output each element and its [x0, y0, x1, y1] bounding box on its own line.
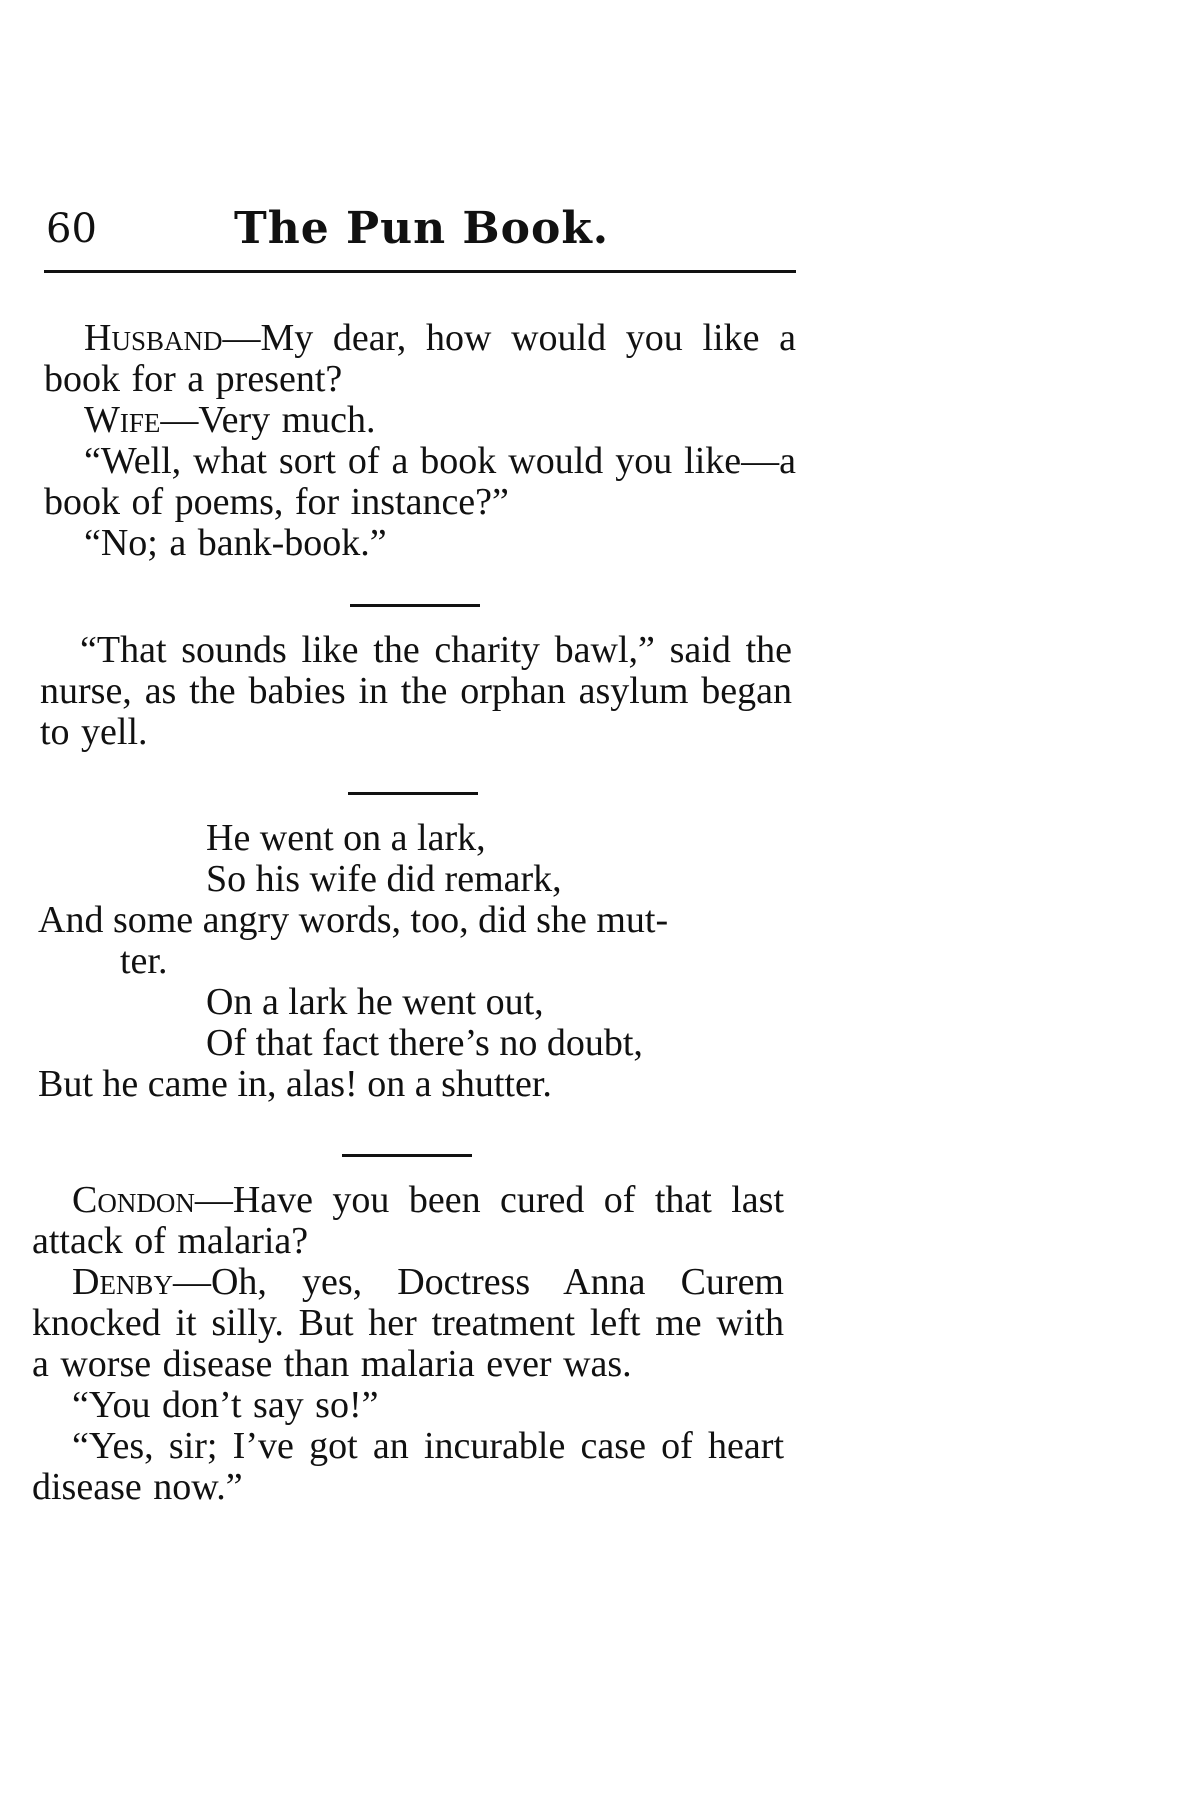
joke-condon-denby	[32, 1180, 784, 1508]
poem-line: ter.	[120, 940, 168, 982]
speaker-name: Husband	[84, 317, 223, 359]
joke-paragraph	[32, 1262, 784, 1385]
joke-paragraph: “Yes, sir; I’ve got an incurable case of heart disease now.”	[32, 1425, 784, 1508]
poem-lark	[38, 818, 798, 1105]
poem-line: So his wife did remark,	[206, 858, 562, 900]
speaker-name: Denby	[72, 1261, 173, 1303]
poem-line: And some angry words, too, did she mut-	[38, 899, 669, 941]
header-rule	[44, 270, 796, 273]
poem-line: But he came in, alas! on a shutter.	[38, 1063, 552, 1105]
dialogue-text: —Have you been cured of that last attack of malaria?	[32, 1179, 784, 1262]
poem-line: Of that fact there’s no doubt,	[206, 1022, 643, 1064]
dialogue-text: —Very much.	[160, 399, 376, 441]
joke-paragraph	[32, 1180, 784, 1262]
section-divider	[348, 792, 478, 795]
joke-paragraph: “Well, what sort of a book would you like—a book of poems, for instance?”	[44, 440, 796, 523]
joke-charity-bawl	[40, 630, 792, 753]
joke-paragraph	[44, 318, 796, 400]
section-divider	[342, 1154, 472, 1157]
dialogue-text: —Oh, yes, Doctress Anna Curem knocked it silly. But her treatment left me with a worse disease than malaria ever was.	[32, 1261, 784, 1385]
section-divider	[350, 604, 480, 607]
joke-paragraph	[44, 400, 796, 441]
dialogue-text: —My dear, how would you like a book for a present?	[44, 317, 796, 400]
poem-line: He went on a lark,	[206, 817, 486, 859]
speaker-name: Wife	[84, 399, 161, 441]
joke-paragraph: “No; a bank-book.”	[84, 522, 387, 564]
joke-paragraph: “That sounds like the charity bawl,” said the nurse, as the babies in the orphan asylum began to yell.	[40, 629, 792, 753]
page-header	[44, 200, 796, 270]
joke-paragraph: “You don’t say so!”	[72, 1384, 379, 1426]
running-title: The Pun Book.	[234, 203, 610, 254]
page-number: 60	[46, 206, 97, 252]
joke-husband-wife	[44, 318, 796, 564]
poem-line: On a lark he went out,	[206, 981, 544, 1023]
speaker-name: Condon	[72, 1179, 195, 1221]
